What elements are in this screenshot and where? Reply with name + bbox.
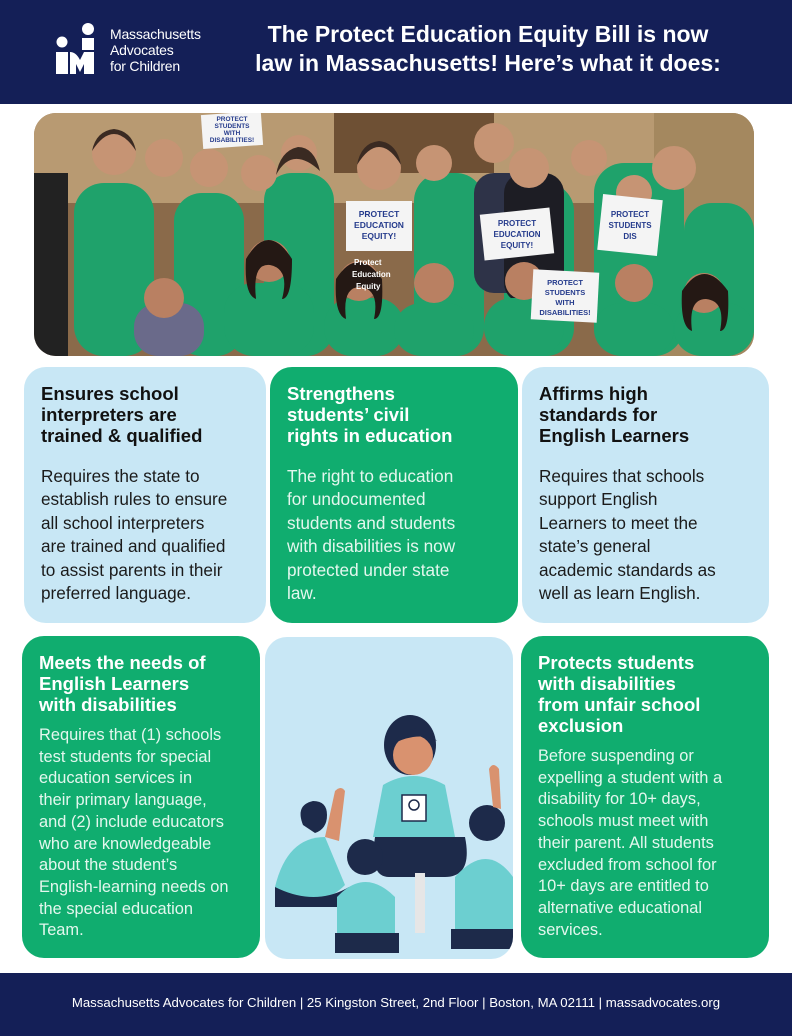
protest-sign — [531, 269, 600, 322]
svg-text:DIS: DIS — [623, 232, 637, 241]
civil-rights-card — [270, 367, 518, 623]
svg-text:EDUCATION: EDUCATION — [493, 230, 541, 239]
card-title: Strengthens students’ civil rights in education — [287, 383, 453, 446]
card-title: Ensures school interpreters are trained & qualified — [41, 383, 203, 446]
svg-text:STUDENTS: STUDENTS — [608, 221, 652, 230]
protest-sign — [597, 194, 663, 256]
card-body: Before suspending or expelling a student with a disability for 10+ days, schools must meet with their parent. All students excluded from school for 10+ days are entitled to alternative educational services. — [538, 747, 723, 939]
svg-text:PROTECT: PROTECT — [547, 278, 583, 287]
svg-text:EDUCATION: EDUCATION — [354, 220, 404, 230]
svg-text:STUDENTS: STUDENTS — [214, 123, 250, 130]
classroom-illustration — [265, 637, 513, 959]
svg-text:Equity: Equity — [356, 282, 381, 291]
footer-text: Massachusetts Advocates for Children | 25 Kingston Street, 2nd Floor | Boston, MA 02111 | massadvocates.org — [71, 995, 721, 1010]
svg-text:PROTECT: PROTECT — [610, 210, 650, 219]
family-logo-icon — [54, 22, 102, 78]
svg-text:EQUITY!: EQUITY! — [500, 241, 534, 250]
footer-contact — [0, 973, 792, 1036]
protest-sign — [346, 201, 412, 251]
learners-with-disabilities-card — [22, 636, 260, 958]
svg-text:WITH: WITH — [555, 298, 575, 307]
interpreters-card — [24, 367, 266, 623]
card-title: Protects students with disabilities from unfair school exclusion — [538, 652, 701, 736]
group-photo — [34, 113, 754, 356]
card-body: Requires that schools support English Learners to meet the state’s general academic standards as well as learn English. — [539, 466, 716, 604]
svg-text:STUDENTS: STUDENTS — [544, 288, 586, 297]
card-title: Affirms high standards for English Learners — [539, 383, 690, 446]
header-banner — [0, 0, 792, 104]
protest-sign — [480, 207, 554, 260]
card-body: Requires that (1) schools test students for special education services in their primary language, and (2) include educators who are knowledgeable about the student’s English-learning needs on the special education Team. — [39, 726, 229, 940]
svg-text:PROTECT: PROTECT — [358, 209, 400, 219]
unfair-exclusion-card — [521, 636, 769, 958]
svg-text:Education: Education — [352, 270, 391, 279]
page-headline: The Protect Education Equity Bill is now law in Massachusetts! Here’s what it does: — [255, 21, 721, 76]
svg-text:DISABILITIES!: DISABILITIES! — [539, 308, 591, 317]
protest-sign — [201, 113, 263, 149]
logo-wordmark: Massachusetts Advocates for Children — [110, 26, 201, 74]
english-learners-standards-card — [522, 367, 769, 623]
svg-text:Protect: Protect — [354, 258, 382, 267]
svg-text:DISABILITIES!: DISABILITIES! — [209, 137, 255, 144]
svg-text:PROTECT: PROTECT — [216, 116, 248, 123]
svg-text:WITH: WITH — [223, 130, 241, 137]
card-title: Meets the needs of English Learners with disabilities — [39, 652, 206, 715]
card-body: Requires the state to establish rules to ensure all school interpreters are trained and qualified to assist parents in their preferred language. — [41, 466, 228, 604]
svg-text:EQUITY!: EQUITY! — [361, 231, 397, 241]
svg-text:PROTECT: PROTECT — [497, 219, 537, 228]
organization-logo[interactable] — [54, 22, 214, 78]
card-body: The right to education for undocumented students and students with disabilities is now protected under state law. — [287, 466, 456, 604]
